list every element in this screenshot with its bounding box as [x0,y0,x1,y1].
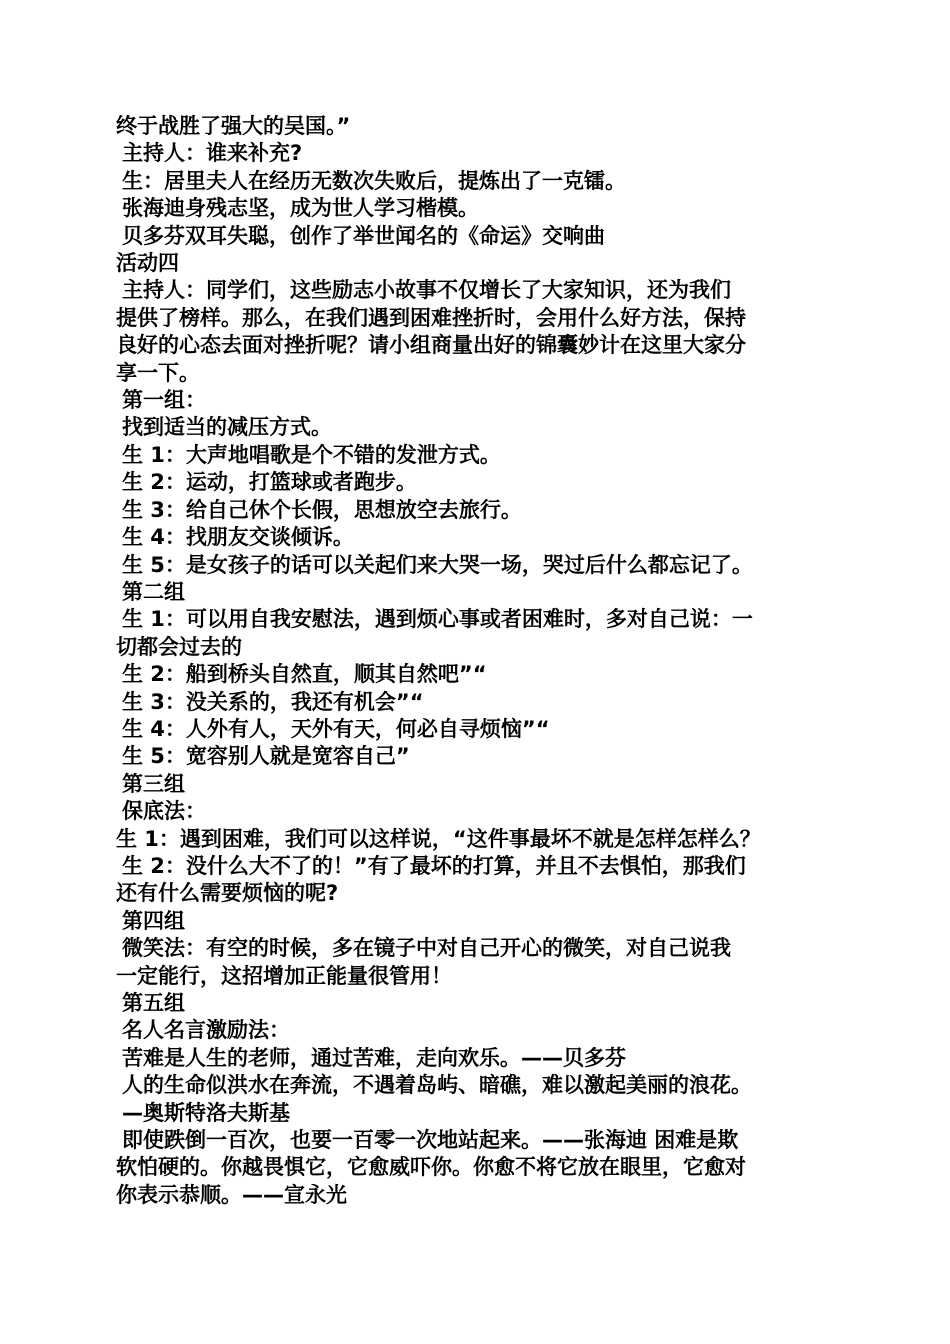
text-line: 找到适当的减压方式。 [122,415,332,440]
group-heading: 第五组 [122,991,185,1015]
text-line: 生 5：宽容别人就是宽容自己” [122,744,410,769]
text-line: 生 1：遇到困难，我们可以这样说，“这件事最坏不就是怎样怎样么？ [116,826,761,851]
text-line: 贝多芬双耳失聪，创作了举世闻名的《命运》交响曲 [122,223,605,248]
text-line: 生 1：可以用自我安慰法，遇到烦心事或者困难时，多对自己说：一 [122,607,753,632]
group-heading: 第四组 [122,908,185,933]
quote-line: 人的生命似洪水在奔流，不遇着岛屿、暗礁，难以激起美丽的浪花。 [122,1073,752,1098]
text-line: 名人名言激励法： [122,1018,290,1043]
text-line: 主持人：谁来补充? [122,141,303,166]
text-line: 生 3：给自己休个长假，思想放空去旅行。 [122,497,522,522]
text-line: 生 2：运动，打篮球或者跑步。 [122,470,417,495]
text-line: 生 3：没关系的，我还有机会”“ [122,689,424,714]
text-line: 主持人：同学们，这些励志小故事不仅增长了大家知识，还为我们 [122,278,731,303]
text-line: 生 4：找朋友交谈倾诉。 [122,525,354,550]
quote-line: 你表示恭顺。——宣永光 [116,1182,347,1207]
text-line: 保底法： [122,799,206,824]
text-line: 提供了榜样。那么，在我们遇到困难挫折时，会用什么好方法，保持 [116,305,746,330]
text-line: 生 2：没什么大不了的！”有了最坏的打算，并且不去惧怕，那我们 [122,853,746,878]
group-heading: 第三组 [122,771,185,796]
text-line: 生 5：是女孩子的话可以关起们来大哭一场，哭过后什么都忘记了。 [122,552,753,577]
text-line: 享一下。 [116,360,200,385]
text-line: 微笑法：有空的时候，多在镜子中对自己开心的微笑，对自己说我 [122,936,731,961]
document-body [116,113,836,1209]
quote-line: 即使跌倒一百次，也要一百零一次地站起来。——张海迪 困难是欺 [122,1128,739,1153]
text-line: 一定能行，这招增加正能量很管用！ [116,963,452,988]
text-line: 张海迪身残志坚，成为世人学习楷模。 [122,196,479,221]
text-line: 终于战胜了强大的吴国。” [116,114,351,138]
text-line: 还有什么需要烦恼的呢? [116,881,339,906]
text-line: 生 2：船到桥头自然直，顺其自然吧”“ [122,662,487,687]
text-line: 良好的心态去面对挫折呢？请小组商量出好的锦囊妙计在这里大家分 [116,333,746,358]
quote-line: 软怕硬的。你越畏惧它，它愈威吓你。你愈不将它放在眼里，它愈对 [116,1155,746,1180]
text-line: 生 1：大声地唱歌是个不错的发泄方式。 [122,442,501,467]
group-heading: 第一组： [122,388,206,413]
quote-line: 苦难是人生的老师，通过苦难，走向欢乐。——贝多芬 [122,1045,626,1070]
text-line: 生 4：人外有人，天外有天，何必自寻烦恼”“ [122,716,550,741]
section-heading: 活动四 [116,251,179,276]
text-line: 生：居里夫人在经历无数次失败后，提炼出了一克镭。 [122,168,626,193]
quote-line: —奥斯特洛夫斯基 [122,1100,290,1125]
text-line: 切都会过去的 [116,634,242,659]
group-heading: 第二组 [122,579,185,604]
